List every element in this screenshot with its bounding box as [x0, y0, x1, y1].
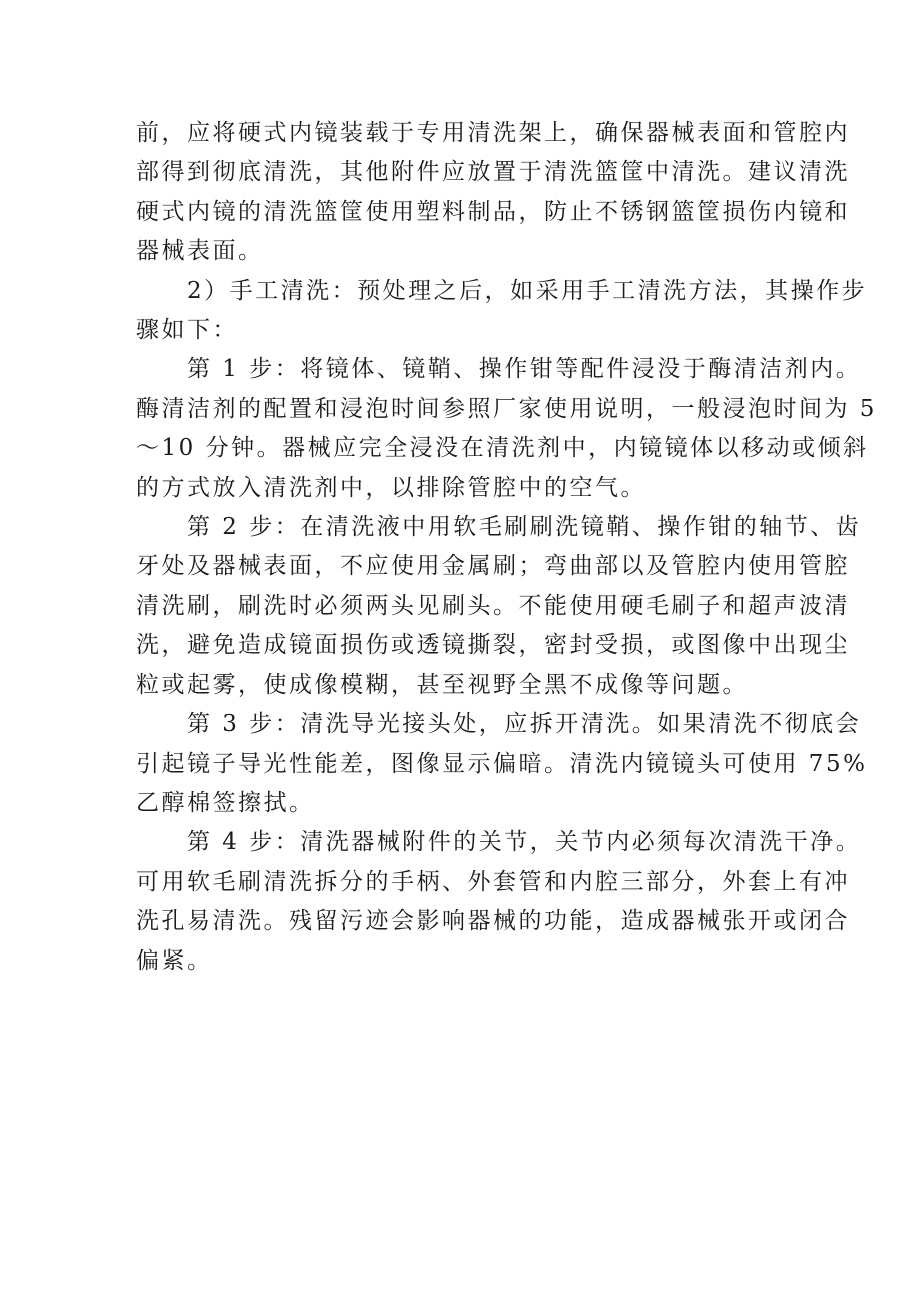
text-line: 偏紧。 [136, 947, 213, 974]
paragraph-manual-cleaning-intro [136, 272, 868, 351]
text-line: 洗孔易清洗。残留污迹会影响器械的功能，造成器械张开或闭合 [136, 908, 850, 935]
text-line: 第 4 步：清洗器械附件的关节，关节内必须每次清洗干净。 [136, 829, 862, 856]
text-line: 骤如下： [136, 317, 238, 344]
body-text [136, 114, 877, 981]
text-line: 器械表面。 [136, 238, 264, 265]
text-line: 的方式放入清洗剂中，以排除管腔中的空气。 [136, 474, 646, 501]
text-line: 粒或起雾，使成像模糊，甚至视野全黑不成像等问题。 [136, 671, 748, 698]
text-line: 清洗刷，刷洗时必须两头见刷头。不能使用硬毛刷子和超声波清 [136, 592, 850, 619]
text-line: ～10 分钟。器械应完全浸没在清洗剂中，内镜镜体以移动或倾斜 [136, 435, 869, 462]
text-line: 第 3 步：清洗导光接头处，应拆开清洗。如果清洗不彻底会 [136, 711, 862, 738]
text-line: 可用软毛刷清洗拆分的手柄、外套管和内腔三部分，外套上有冲 [136, 868, 850, 895]
text-line: 乙醇棉签擦拭。 [136, 789, 315, 816]
text-line: 2）手工清洗：预处理之后，如采用手工清洗方法，其操作步 [136, 277, 868, 304]
text-line: 第 1 步：将镜体、镜鞘、操作钳等配件浸没于酶清洁剂内。 [136, 356, 862, 383]
text-line: 牙处及器械表面，不应使用金属刷；弯曲部以及管腔内使用管腔 [136, 553, 850, 580]
paragraph-step-1 [136, 350, 877, 508]
text-line: 第 2 步：在清洗液中用软毛刷刷洗镜鞘、操作钳的轴节、齿 [136, 514, 862, 541]
paragraph-step-4 [136, 823, 862, 981]
text-line: 洗，避免造成镜面损伤或透镜撕裂，密封受损，或图像中出现尘 [136, 632, 850, 659]
text-line: 引起镜子导光性能差，图像显示偏暗。清洗内镜镜头可使用 75% [136, 750, 868, 777]
text-line: 前，应将硬式内镜装载于专用清洗架上，确保器械表面和管腔内 [136, 120, 850, 146]
paragraph-rigid-endoscope-loading [136, 114, 850, 272]
text-line: 酶清洁剂的配置和浸泡时间参照厂家使用说明，一般浸泡时间为 5 [136, 395, 877, 422]
paragraph-step-3 [136, 705, 868, 823]
paragraph-step-2 [136, 508, 862, 705]
text-line: 硬式内镜的清洗篮筐使用塑料制品，防止不锈钢篮筐损伤内镜和 [136, 198, 850, 225]
text-line: 部得到彻底清洗，其他附件应放置于清洗篮筐中清洗。建议清洗 [136, 159, 850, 186]
